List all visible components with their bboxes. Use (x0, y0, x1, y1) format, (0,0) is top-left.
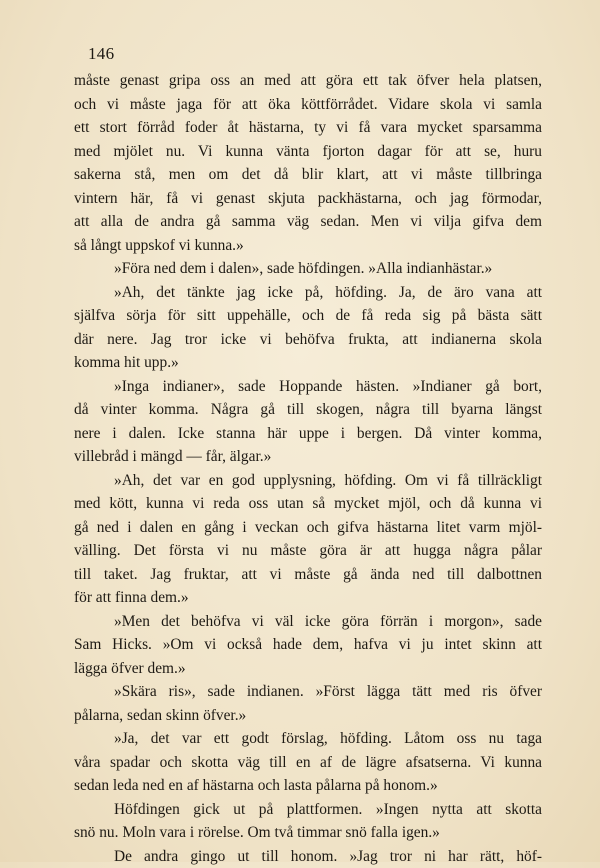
text-line: så långt uppskof vi kunna.» (74, 234, 542, 258)
text-line: att alla de andra gå samma väg sedan. Men vi vilja gifva dem (74, 210, 542, 234)
text-line: måste genast gripa oss an med att göra ett tak öfver hela platsen, (74, 69, 542, 93)
text-line: välling. Det första vi nu måste göra är att hugga några pålar (74, 539, 542, 563)
text-line: »Men det behöfva vi väl icke göra förrän i morgon», sade (74, 610, 542, 634)
text-line: och vi måste jaga för att öka köttförrådet. Vidare skola vi samla (74, 93, 542, 117)
page-number: 146 (88, 44, 114, 64)
text-line: till taket. Jag fruktar, att vi måste gå ända ned till dalbottnen (74, 563, 542, 587)
text-line: Höfdingen gick ut på plattformen. »Ingen nytta att skotta (74, 798, 542, 822)
body-text (74, 69, 542, 868)
text-line: »Skära ris», sade indianen. »Först lägga tätt med ris öfver (74, 680, 542, 704)
text-line: sakerna stå, men om det då blir klart, att vi måste tillbringa (74, 163, 542, 187)
text-line: sedan leda ned en af hästarna och lasta pålarna på honom.» (74, 774, 542, 798)
text-line: för att finna dem.» (74, 586, 542, 610)
text-line: ett stort förråd foder åt hästarna, ty vi få vara mycket sparsamma (74, 116, 542, 140)
text-line: nere i dalen. Icke stanna här uppe i bergen. Då vinter komma, (74, 422, 542, 446)
text-line: »Inga indianer», sade Hoppande hästen. »Indianer gå bort, (74, 375, 542, 399)
text-line: »Ah, det var en god upplysning, höfding. Om vi få tillräckligt (74, 469, 542, 493)
text-line: komma hit upp.» (74, 351, 542, 375)
text-line: där nere. Jag tror icke vi behöfva frukta, att indianerna skola (74, 328, 542, 352)
text-line: själfva sörja för sitt uppehälle, och de få reda sig på bästa sätt (74, 304, 542, 328)
text-line: De andra gingo ut till honom. »Jag tror ni har rätt, höf- (74, 845, 542, 868)
text-line: villebråd i mängd — får, älgar.» (74, 445, 542, 469)
text-line: våra spadar och skotta väg till en af de lägre afsatserna. Vi kunna (74, 751, 542, 775)
text-line: Sam Hicks. »Om vi också hade dem, hafva vi ju intet skinn att (74, 633, 542, 657)
text-line: med kött, kunna vi reda oss utan så mycket mjöl, och då kunna vi (74, 492, 542, 516)
text-line: »Ah, det tänkte jag icke på, höfding. Ja, de äro vana att (74, 281, 542, 305)
text-line: vintern här, få vi genast skjuta packhästarna, och jag förmodar, (74, 187, 542, 211)
text-line: pålarna, sedan skinn öfver.» (74, 704, 542, 728)
text-line: snö nu. Moln vara i rörelse. Om två timmar snö falla igen.» (74, 821, 542, 845)
text-line: med mjölet nu. Vi kunna vänta fjorton dagar för att se, huru (74, 140, 542, 164)
text-line: gå ned i dalen en gång i veckan och gifva hästarna litet varm mjöl- (74, 516, 542, 540)
text-line: lägga öfver dem.» (74, 657, 542, 681)
text-line: »Ja, det var ett godt förslag, höfding. Låtom oss nu taga (74, 727, 542, 751)
text-line: »Föra ned dem i dalen», sade höfdingen. »Alla indianhästar.» (74, 257, 542, 281)
text-line: då vinter komma. Några gå till skogen, några till byarna längst (74, 398, 542, 422)
